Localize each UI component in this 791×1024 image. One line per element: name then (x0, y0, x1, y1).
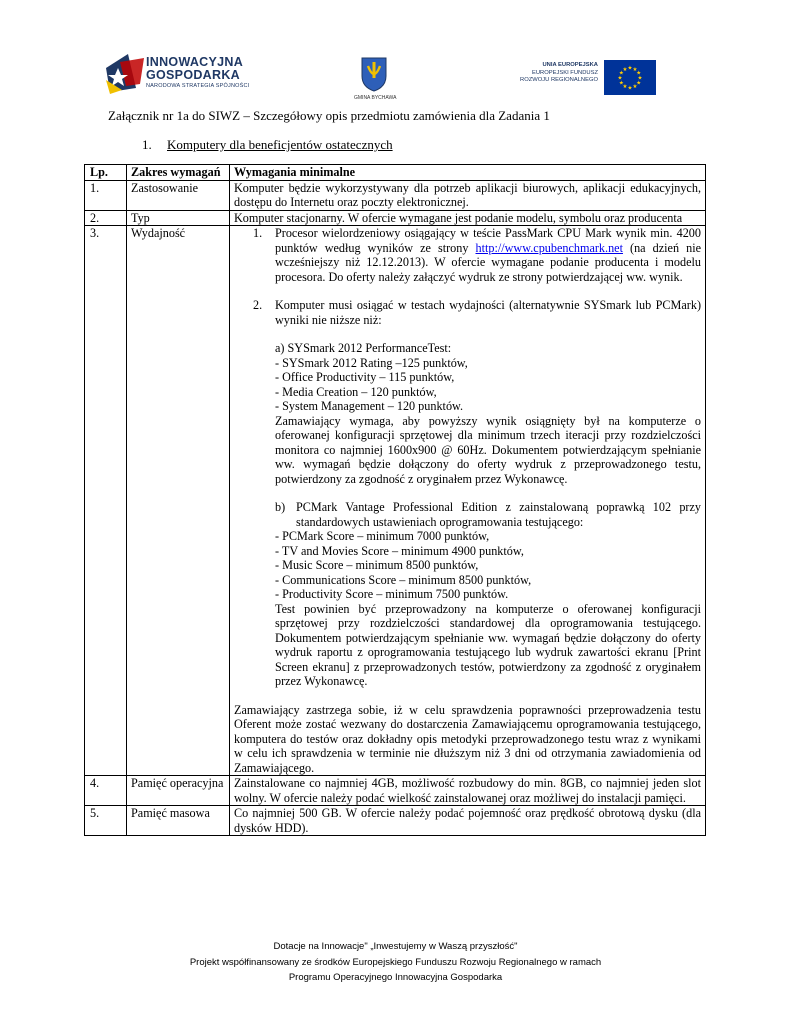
row-lp: 3. (85, 226, 127, 776)
sysmark-line: - Office Productivity – 115 punktów, (275, 370, 455, 384)
row-zakres: Pamięć masowa (127, 806, 230, 836)
section-title: Komputery dla beneficjentów ostatecznych (167, 137, 393, 152)
gmina-label: GMINA BYCHAWA (354, 95, 397, 101)
eu-flag-icon (604, 60, 656, 95)
row-zakres: Pamięć operacyjna (127, 776, 230, 806)
row-text: Zainstalowane co najmniej 4GB, możliwość rozbudowy do min. 8GB, co najmniej jeden slot wolny. W ofercie należy podać wielkość zainstalowanej oraz możliwej do instalacji pamięci. (230, 776, 706, 806)
perf-item-1-text-a: Procesor wielordzeniowy osiągający w teście PassMark CPU Mark wynik min. 4200 punktów według wyników ze strony (275, 226, 701, 255)
gmina-crest-icon (359, 56, 389, 92)
pcmark-line: - TV and Movies Score – minimum 4900 punktów, (275, 543, 524, 558)
perf-item-1-text-b: (na dzień nie wcześniejszy niż 12.12.2013). W ofercie wymagane podanie producenta i modelu procesora. Do oferty należy załączyć wydruk ze strony potwierdzającej ww. wynik. (275, 240, 702, 284)
row-text: Co najmniej 500 GB. W ofercie należy podać pojemność oraz prędkość obrotową dysku (dla dysków HDD). (230, 806, 706, 836)
perf-closing: Zamawiający zastrzega sobie, iż w celu sprawdzenia poprawności przeprowadzenia testu Oferent może zostać wezwany do dostarczenia Zamawiającemu oprogramowania testującego, komputera do testów oraz dokładny opis metodyki przeprowadzonego testu wraz z wynikami w celu ich sprawdzenia w terminie nie dłuższym niż 3 dni od otrzymania zawiadomienia od Zamawiającego. (234, 702, 701, 775)
row-zakres: Zastosowanie (127, 180, 230, 210)
table-row (85, 180, 706, 210)
pcmark-line: - Music Score – minimum 8500 punktów, (275, 558, 479, 572)
perf-item-2-number: 2. (253, 298, 263, 312)
perf-item-1-number: 1. (253, 226, 263, 240)
header-wymagania: Wymagania minimalne (230, 165, 706, 181)
sysmark-line: - SYSmark 2012 Rating –125 punktów, (275, 355, 468, 370)
perf-item-2 (234, 298, 701, 327)
row-lp: 2. (85, 210, 127, 226)
pcmark-title-text: PCMark Vantage Professional Edition z zainstalowaną poprawką 102 przy standardowych ustawieniach oprogramowania testującego: (296, 500, 701, 529)
svg-text:★: ★ (636, 80, 642, 87)
svg-text:★: ★ (617, 75, 623, 82)
footer-line3: Programu Operacyjnego Innowacyjna Gospodarka (288, 972, 503, 983)
row-zakres: Wydajność (127, 226, 230, 776)
sysmark-title: a) SYSmark 2012 PerformanceTest: (275, 341, 452, 355)
row-text: Komputer będzie wykorzystywany dla potrzeb aplikacji biurowych, aplikacji edukacyjnych, dostępu do Internetu oraz poczty elektronicznej. (230, 180, 706, 210)
pcmark-note: Test powinien być przeprowadzony na komputerze o oferowanej konfiguracji sprzętowej przy rozdzielczości standardowej dla oprogramowania testującego. Dokumentem potwierdzającym spełnianie ww. wymagań będzie dołączony do oferty wydruk raportu z oprogramowania testującego lub wydruk zawartości ekranu [Print Screen ekranu] z przeprowadzonych testów, potwierdzony za zgodność z oryginałem przez Wykonawcę. (275, 601, 701, 688)
sysmark-note: Zamawiający wymaga, aby powyższy wynik osiągnięty był na komputerze o oferowanej konfiguracji sprzętowej dla minimum trzech iteracji przy rozdzielczości monitora co najmniej 1600x900 @ 60Hz. Dokumentem potwierdzającym spełnianie ww. wymagań będzie dołączony do oferty wydruk z przeprowadzonego testu, potwierdzony za zgodność z oryginałem przez Wykonawcę. (275, 413, 701, 486)
page-footer (0, 939, 791, 986)
svg-text:★: ★ (637, 75, 643, 82)
section-number: 1. (142, 137, 152, 152)
performance-cell (230, 226, 706, 776)
section-heading (142, 137, 393, 153)
svg-text:★: ★ (618, 70, 624, 77)
perf-item-1 (234, 226, 701, 284)
row-zakres: Typ (127, 210, 230, 226)
svg-text:★: ★ (627, 65, 633, 72)
table-row (85, 806, 706, 836)
gmina-bychawa-logo (354, 56, 397, 101)
svg-text:★: ★ (618, 80, 624, 87)
sysmark-line: - Media Creation – 120 punktów, (275, 384, 437, 399)
attachment-caption: Załącznik nr 1a do SIWZ – Szczegółowy opis przedmiotu zamówienia dla Zadania 1 (108, 108, 550, 123)
footer-line2: Projekt współfinansowany ze środków Europejskiego Funduszu Rozwoju Regionalnego w ramach (189, 956, 602, 968)
svg-text:★: ★ (632, 66, 638, 73)
pcmark-number: b) (275, 500, 286, 514)
ue-line3: ROZWOJU REGIONALNEGO (520, 77, 598, 83)
row-lp: 1. (85, 180, 127, 210)
ue-line1: UNIA EUROPEJSKA (542, 62, 598, 68)
pcmark-title (234, 500, 701, 529)
ig-line1: INNOWACYJNA (146, 55, 244, 69)
pcmark-line: - Communications Score – minimum 8500 punktów, (275, 572, 532, 587)
ue-line2: EUROPEJSKI FUNDUSZ (531, 69, 598, 76)
pcmark-line: - Productivity Score – minimum 7500 punktów. (275, 587, 509, 601)
ig-line3: NARODOWA STRATEGIA SPÓJNOŚCI (146, 83, 250, 89)
footer-line1: Dotacje na Innowacje" „Inwestujemy w Waszą przyszłość" (273, 941, 518, 952)
pcmark-line: - PCMark Score – minimum 7000 punktów, (275, 529, 490, 543)
eu-logo (520, 60, 656, 94)
table-header-row (85, 165, 706, 181)
svg-text:★: ★ (622, 84, 628, 91)
header-logos (0, 52, 791, 101)
table-row (85, 226, 706, 776)
svg-text:★: ★ (622, 66, 628, 73)
header-lp: Lp. (85, 165, 127, 181)
table-row (85, 776, 706, 806)
svg-text:★: ★ (627, 85, 633, 92)
cpubenchmark-link[interactable]: http://www.cpubenchmark.net (475, 240, 623, 255)
ig-line2: GOSPODARKA (146, 68, 240, 82)
table-row (85, 210, 706, 226)
row-lp: 4. (85, 776, 127, 806)
ig-star-icon (106, 54, 144, 94)
perf-item-2-text: Komputer musi osiągać w testach wydajności (alternatywnie SYSmark lub PCMark) wyniki nie niższe niż: (275, 298, 701, 327)
svg-text:★: ★ (636, 70, 642, 77)
header-zakres: Zakres wymagań (127, 165, 230, 181)
row-lp: 5. (85, 806, 127, 836)
requirements-table (84, 164, 706, 836)
sysmark-line: - System Management – 120 punktów. (275, 399, 464, 413)
row-text: Komputer stacjonarny. W ofercie wymagane jest podanie modelu, symbolu oraz producenta (230, 210, 706, 226)
svg-text:★: ★ (632, 84, 638, 91)
innowacyjna-gospodarka-logo (106, 54, 266, 94)
